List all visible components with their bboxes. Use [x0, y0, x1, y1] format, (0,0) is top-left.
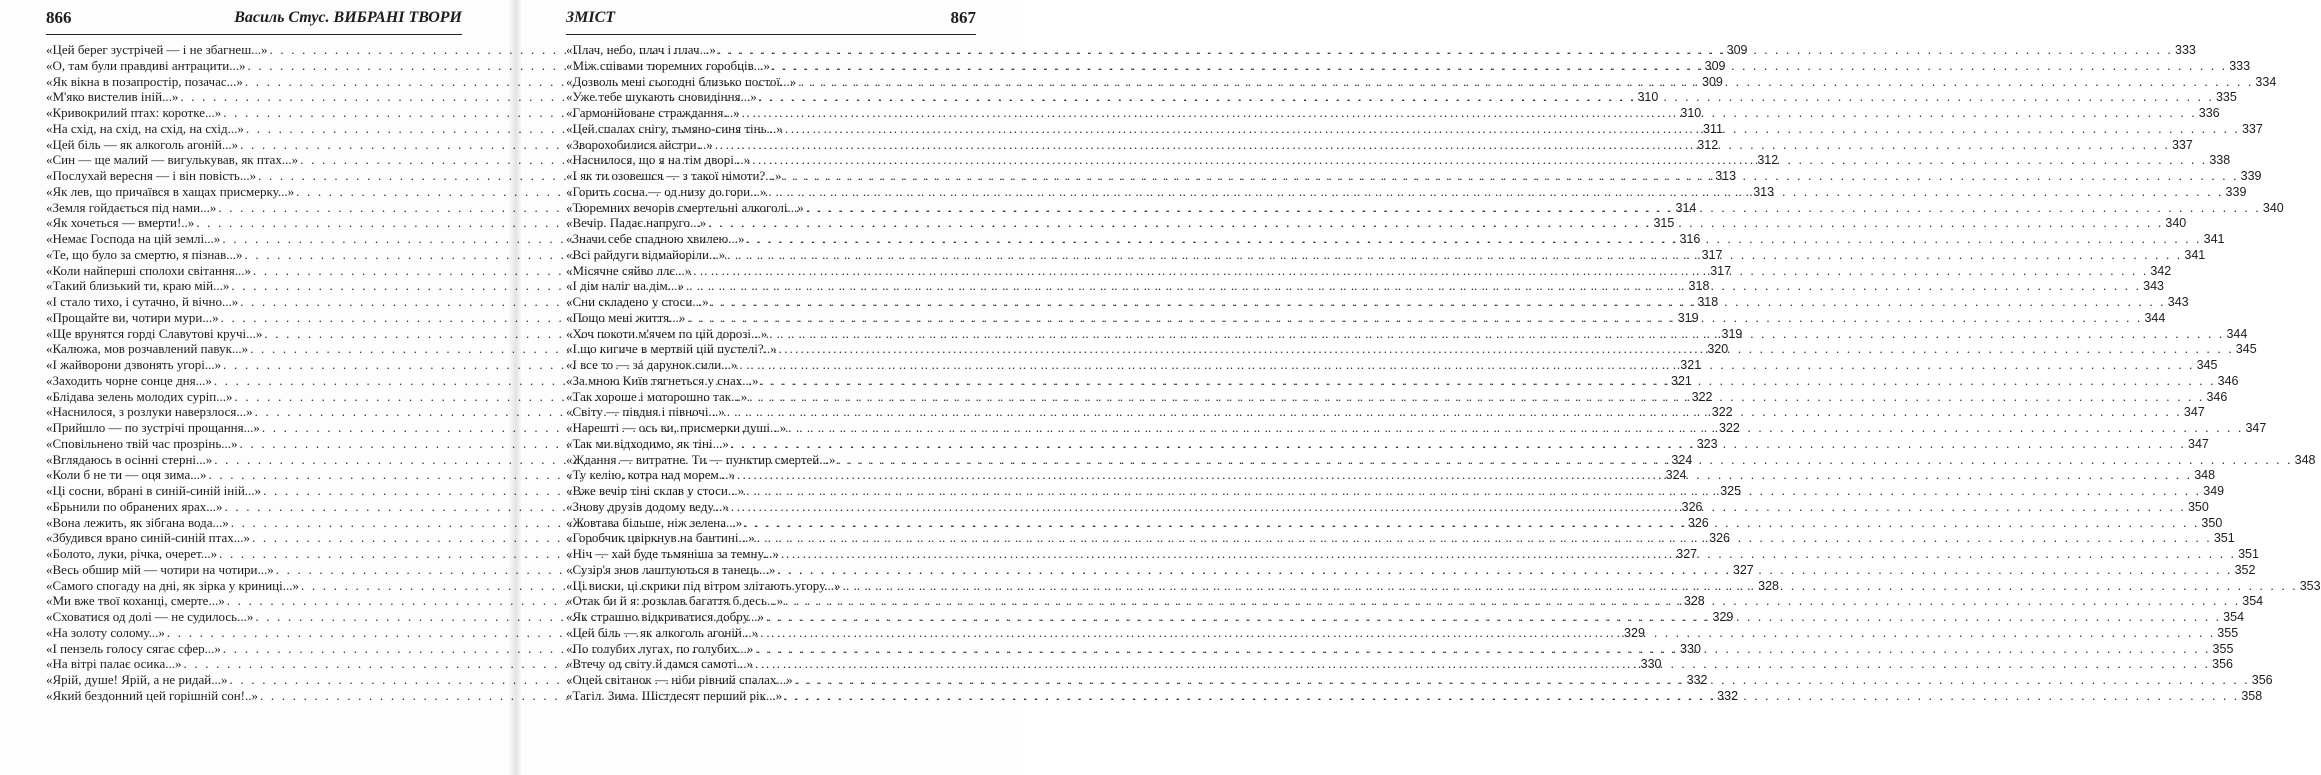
toc-entry-page: 341 — [2184, 247, 2206, 262]
toc-dot-leader — [708, 215, 2163, 231]
toc-dot-leader — [727, 404, 2182, 420]
toc-entry-title: «Кривокрилий птах: коротке...» — [46, 105, 222, 120]
toc-entry-page: 334 — [2255, 74, 2277, 89]
toc-entry-title: «Ці сосни, вбрані в синій-синій іній...» — [46, 483, 262, 498]
toc-entry-title: «Цей берег зустрічей — і не збагнеш...» — [46, 42, 268, 57]
toc-entry-page: 348 — [2194, 468, 2216, 483]
toc-entry-page: 327 — [1732, 562, 1754, 577]
toc-entry-title: «Плач, небо, плач і плач...» — [566, 42, 716, 57]
toc-dot-leader — [757, 530, 2212, 546]
toc-entry-title: «Прийшло — по зустрічі прощання...» — [46, 420, 260, 435]
toc-entry-page: 314 — [1675, 200, 1697, 215]
toc-entry-page: 354 — [2223, 610, 2245, 624]
toc-entry-page: 318 — [1697, 295, 1719, 309]
toc-entry-page: 356 — [2251, 673, 2273, 687]
toc-dot-leader — [727, 247, 2182, 263]
toc-entry-page: 337 — [2171, 137, 2193, 152]
toc-entry-page: 309 — [1726, 43, 1748, 57]
toc-entry-title: «Значи себе спадною хвилею...» — [566, 231, 745, 246]
toc-entry-title: «Заходить чорне сонце дня...» — [46, 372, 212, 388]
toc-dot-leader — [739, 357, 2194, 373]
toc-entry-title: «Вечір. Падає напруго...» — [566, 215, 707, 231]
toc-entry-page: 353 — [2299, 578, 2321, 593]
right-page-number: 867 — [950, 8, 976, 27]
toc-entry-page: 345 — [2196, 358, 2218, 372]
toc-dot-leader — [760, 625, 2215, 641]
toc-entry-title: «Ми вже твої коханці, смерте...» — [46, 593, 225, 609]
toc-entry-title: «На вітрі палає осика...» — [46, 656, 182, 672]
toc-dot-leader — [783, 168, 2238, 184]
toc-entry-page: 321 — [1680, 358, 1702, 372]
toc-entry-title: «Тагіл. Зима. Шістдесят перший рік...» — [566, 687, 783, 703]
toc-dot-leader — [752, 152, 2207, 168]
toc-dot-leader — [686, 278, 2141, 294]
toc-entry-page: 313 — [1715, 169, 1737, 183]
toc-dot-leader — [772, 58, 2227, 74]
toc-dot-leader — [715, 137, 2170, 153]
toc-entry-page: 317 — [1710, 263, 1732, 278]
toc-entry-page: 323 — [1696, 436, 1718, 451]
toc-entry-page: 347 — [2245, 421, 2267, 435]
toc-entry-title: «Дозволь мені сьогодні близько постої...» — [566, 73, 797, 89]
toc-entry-page: 312 — [1697, 137, 1719, 152]
toc-entry-title: «Між співами тюремних горобців...» — [566, 57, 771, 73]
toc-entry-page: 335 — [2215, 90, 2237, 105]
toc-entry-page: 343 — [2143, 279, 2164, 294]
left-running-head — [46, 6, 462, 35]
toc-dot-leader — [693, 263, 2148, 279]
toc-entry-title: «Як хочеться — вмерти!..» — [46, 215, 195, 231]
toc-entry-title: «І жайворони дзвонять угорі...» — [46, 357, 222, 372]
toc-entry-title: «Пощо мені життя...» — [566, 309, 686, 325]
toc-entry-page: 351 — [2238, 547, 2259, 561]
toc-entry-page: 322 — [1719, 421, 1740, 435]
toc-dot-leader — [784, 688, 2239, 704]
toc-entry-page: 347 — [2188, 436, 2209, 451]
toc-entry-title: «Син — ще малий — вигулькував, як птах...» — [46, 152, 299, 168]
toc-dot-leader — [742, 105, 2197, 121]
toc-entry-page: 328 — [1683, 594, 1705, 609]
toc-entry-page: 349 — [2203, 484, 2225, 498]
left-page-number: 866 — [46, 8, 72, 27]
toc-entry-page: 347 — [2183, 405, 2205, 420]
toc-entry-page: 355 — [2212, 641, 2234, 656]
toc-entry-title: «Ждання — витратне. Ти — пунктир смертей...» — [566, 451, 836, 467]
toc-entry-title: «Місячне сяйво ллє...» — [566, 262, 692, 278]
toc-entry-page: 332 — [1686, 673, 1708, 687]
toc-entry-title: «Сни складено у стоси...» — [566, 294, 709, 309]
right-running-head — [566, 6, 976, 35]
toc-entry-page: 309 — [1704, 58, 1726, 73]
toc-entry-page: 320 — [1707, 342, 1729, 357]
toc-dot-leader — [785, 121, 2240, 137]
toc-dot-leader — [746, 483, 2201, 499]
toc-entry-title: «І все то — зá дарунок сили...» — [566, 357, 738, 372]
toc-entry-page: 318 — [1688, 279, 1710, 294]
toc-entry-page: 333 — [2229, 58, 2251, 73]
toc-entry-title: «М'яко вистелив іній...» — [46, 89, 179, 105]
toc-entry-page: 348 — [2294, 452, 2316, 467]
toc-dot-leader — [806, 200, 2261, 216]
toc-entry-page: 315 — [1653, 216, 1675, 231]
toc-dot-leader — [759, 89, 2214, 105]
toc-entry-title: «Сховатися од долі — не судилось...» — [46, 609, 254, 624]
toc-entry-page: 309 — [1702, 74, 1723, 89]
toc-dot-leader — [749, 389, 2204, 405]
toc-entry-page: 338 — [2209, 153, 2231, 168]
toc-entry-page: 336 — [2198, 106, 2220, 120]
toc-entry-page: 352 — [2234, 562, 2256, 577]
toc-entry-title: «Як страшно відкриватися добру...» — [566, 609, 765, 624]
toc-entry-page: 346 — [2206, 389, 2228, 404]
toc-entry-title: «Всі райдуги відмайоріли...» — [566, 246, 726, 262]
toc-entry-page: 337 — [2241, 121, 2263, 136]
toc-entry-title: «Сузір'я знов лаштуються в танець...» — [566, 561, 776, 577]
toc-entry-page: 341 — [2203, 232, 2225, 246]
toc-dot-leader — [737, 467, 2192, 483]
toc-entry-page: 317 — [1701, 247, 1723, 262]
toc-dot-leader — [746, 231, 2201, 247]
toc-entry-title: «Зворохобилися айстри...» — [566, 136, 713, 152]
toc-entry-title: «Калюжа, мов розчавлений павук...» — [46, 341, 249, 357]
toc-entry-page: 345 — [2235, 342, 2257, 357]
toc-entry-page: 313 — [1753, 184, 1775, 199]
toc-entry-title: «Наснилося, з розлуки наверзлося...» — [46, 404, 253, 420]
toc-entry-page: 356 — [2212, 657, 2233, 672]
toc-entry-title: «І як ти озовешся — з такої німоти?...» — [566, 168, 782, 183]
toc-entry-page: 344 — [2226, 326, 2248, 341]
toc-dot-leader — [779, 341, 2234, 357]
toc-entry-page: 324 — [1671, 452, 1693, 467]
toc-dot-leader — [785, 593, 2240, 609]
toc-entry-page: 312 — [1757, 153, 1779, 168]
toc-entry-title: «Який бездонний цей горішній сон!..» — [46, 687, 259, 703]
toc-entry-title: «Горобчик цвіркнув на бантині...» — [566, 530, 755, 546]
toc-entry-page: 328 — [1758, 578, 1779, 593]
toc-entry-page: 330 — [1640, 657, 1662, 672]
toc-entry-title: «Блідава зелень молодих суріп...» — [46, 388, 233, 404]
toc-entry-title: «Коли найперші сполохи світання...» — [46, 262, 252, 278]
toc-entry-title: «Ярій, душе! Ярій, а не ридай...» — [46, 672, 228, 687]
toc-dot-leader — [788, 420, 2243, 436]
toc-entry-title: «І пензель голосу сягає сфер...» — [46, 640, 221, 656]
toc-entry-title: «Так ми відходимо, як тіні...» — [566, 435, 729, 451]
toc-dot-leader — [718, 42, 2173, 58]
toc-dot-leader — [744, 515, 2199, 531]
toc-entry-page: 351 — [2213, 531, 2235, 546]
toc-entry-page: 339 — [2225, 184, 2247, 199]
toc-entry-page: 325 — [1720, 484, 1742, 498]
toc-entry-title: «Отак би й я: розклав багаття б десь...» — [566, 593, 784, 609]
toc-entry-page: 324 — [1665, 468, 1687, 483]
toc-entry-page: 329 — [1712, 610, 1734, 624]
toc-entry-title: «Нарешті — ось ви, присмерки душі...» — [566, 420, 787, 435]
toc-dot-leader — [781, 546, 2236, 562]
right-header-title: ЗМІСТ — [566, 9, 616, 26]
toc-entry-title: «Гармонійоване страждання...» — [566, 105, 740, 120]
toc-entry-title: «Збудився врано синій-синій птах...» — [46, 530, 250, 546]
toc-entry-page: 329 — [1624, 625, 1645, 640]
toc-dot-leader — [755, 641, 2210, 657]
toc-entry-title: «Послухай вересня — і він повість...» — [46, 168, 257, 183]
toc-entry-page: 355 — [2217, 625, 2239, 640]
toc-entry-title: «На золоту солому...» — [46, 624, 165, 640]
toc-entry-title: «Вона лежить, як зібгана вода...» — [46, 514, 229, 530]
toc-entry-title: «Горить сосна — од низу до гори...» — [566, 183, 767, 199]
toc-entry-title: «На схід, на схід, на схід, на схід...» — [46, 120, 244, 136]
toc-entry-title: «Жовтава більше, ніж зелена...» — [566, 514, 743, 530]
toc-entry-page: 340 — [2262, 200, 2284, 215]
toc-dot-leader — [798, 74, 2253, 90]
toc-entry-title: «О, там були правдиві антрацити...» — [46, 57, 246, 73]
toc-entry-page: 326 — [1687, 515, 1709, 530]
toc-entry-title: «Болото, луки, річка, очерет...» — [46, 546, 218, 561]
toc-entry-title: «Так хороше і моторошно так...» — [566, 388, 748, 404]
toc-entry-page: 319 — [1677, 310, 1699, 325]
toc-entry-title: «Те, що було за смертю, я пізнав...» — [46, 246, 243, 262]
toc-dot-leader — [769, 326, 2224, 342]
toc-entry-title: «Ніч — хай буде тьмяніша за темну...» — [566, 546, 779, 561]
toc-entry-title: «І що кигиче в мертвій цій пустелі?..» — [566, 341, 777, 357]
toc-entry-page: 350 — [2187, 499, 2209, 514]
toc-entry-title: «Ці виски, ці скрики під вітром злітають угору...» — [566, 577, 841, 593]
toc-entry-title: «Тюремних вечорів смертельні алкоголі...» — [566, 199, 804, 215]
toc-entry-page: 321 — [1671, 373, 1692, 388]
toc-entry-page: 310 — [1637, 90, 1659, 105]
toc-dot-leader — [777, 562, 2232, 578]
toc-entry-page: 340 — [2165, 216, 2187, 231]
toc-entry-title: «І стало тихо, і сутачно, й вічно...» — [46, 294, 239, 309]
toc-dot-leader — [731, 499, 2186, 515]
toc-entry-title: «Цей біль — як алкоголь агоній...» — [566, 624, 759, 640]
toc-entry-title: «Весь обшир мій — чотири на чотири...» — [46, 561, 274, 577]
toc-dot-leader — [687, 310, 2142, 326]
toc-dot-leader — [760, 373, 2215, 389]
toc-entry-page: 344 — [2144, 310, 2166, 325]
toc-dot-leader — [766, 609, 2221, 625]
toc-entry-page: 358 — [2241, 688, 2263, 703]
toc-entry-page: 326 — [1709, 531, 1730, 546]
toc-entry-page: 326 — [1681, 499, 1703, 514]
toc-entry-title: «Хоч покоти м'ячем по цій дорозі...» — [566, 325, 768, 341]
toc-entry-title: «Оцей світанок — ніби рівний спалах...» — [566, 672, 793, 687]
toc-entry-title: «Земля гойдається під нами...» — [46, 199, 217, 215]
toc-entry-title: «Такий близький ти, краю мій...» — [46, 278, 230, 294]
toc-entry-title: «Цей біль — як алкоголь агоній...» — [46, 136, 239, 152]
toc-entry-page: 332 — [1717, 688, 1739, 703]
toc-entry-title: «Ту келію, котра над морем...» — [566, 467, 736, 483]
toc-entry-title: «І дім наліг на дім...» — [566, 278, 684, 294]
toc-entry-title: «Як лев, що причаївся в хащах присмерку...» — [46, 183, 295, 199]
toc-dot-leader — [843, 578, 2298, 594]
toc-entry-title: «Прощайте ви, чотири мури...» — [46, 309, 219, 325]
toc-entry-page: 319 — [1721, 326, 1743, 341]
toc-entry-title: «Самого спогаду на дні, як зірка у криниці...» — [46, 577, 299, 593]
toc-entry-page: 330 — [1680, 641, 1701, 656]
toc-dot-leader — [795, 672, 2250, 688]
toc-entry-page: 310 — [1680, 106, 1702, 120]
toc-entry-page: 343 — [2167, 295, 2189, 309]
toc-entry-page: 327 — [1676, 547, 1698, 561]
toc-entry-title: «Цей спалах снігу, тьмяно-синя тінь...» — [566, 120, 783, 136]
toc-entry-page: 350 — [2201, 515, 2223, 530]
toc-entry-page: 322 — [1691, 389, 1713, 404]
toc-entry-title: «Уже тебе шукають сновидіння...» — [566, 89, 757, 105]
toc-entry-title: «Знову друзів додому веду...» — [566, 498, 729, 514]
toc-entry-title: «За мною Київ тягнеться у снах...» — [566, 372, 759, 388]
toc-dot-leader — [837, 452, 2292, 468]
toc-entry-title: «Коли б не ти — оця зима...» — [46, 467, 207, 483]
toc-entry-title: «Як вікна в позапростір, позачас...» — [46, 73, 243, 89]
left-header-title: Василь Стус. ВИБРАНІ ТВОРИ — [234, 9, 462, 26]
toc-entry-page: 342 — [2150, 263, 2172, 278]
toc-entry-page: 311 — [1703, 121, 1723, 136]
toc-entry-title: «Брьнили по обранених ярах...» — [46, 498, 223, 514]
toc-entry-page: 346 — [2217, 373, 2239, 388]
toc-entry-title: «Світу — півдня і півночі...» — [566, 404, 725, 420]
toc-entry-title: «Ще врунятся горді Славутові кручі...» — [46, 325, 263, 341]
toc-entry-title: «Немає Господа на цій землі...» — [46, 231, 221, 246]
toc-entry-page: 322 — [1711, 405, 1733, 420]
toc-entry-title: «Вглядаюсь в осінні стерні...» — [46, 451, 213, 467]
toc-dot-leader — [711, 294, 2166, 310]
toc-entry-page: 354 — [2242, 594, 2264, 609]
toc-entry-title: «По голубих лугах, по голубих...» — [566, 640, 754, 656]
toc-entry-title: «Втечу од світу й дамся самоті...» — [566, 656, 753, 672]
toc-entry-title: «Наснилося, що я на тім дворі...» — [566, 152, 751, 168]
toc-dot-leader — [731, 436, 2186, 452]
toc-entry-page: 333 — [2175, 43, 2196, 57]
toc-entry-page: 316 — [1679, 232, 1701, 246]
toc-dot-leader — [755, 656, 2210, 672]
toc-dot-leader — [768, 184, 2223, 200]
toc-entry-page: 339 — [2240, 169, 2262, 183]
toc-entry-title: «Вже вечір тіні склав у стоси...» — [566, 483, 745, 498]
toc-entry-title: «Сповільнено твій час прозрінь...» — [46, 435, 238, 451]
